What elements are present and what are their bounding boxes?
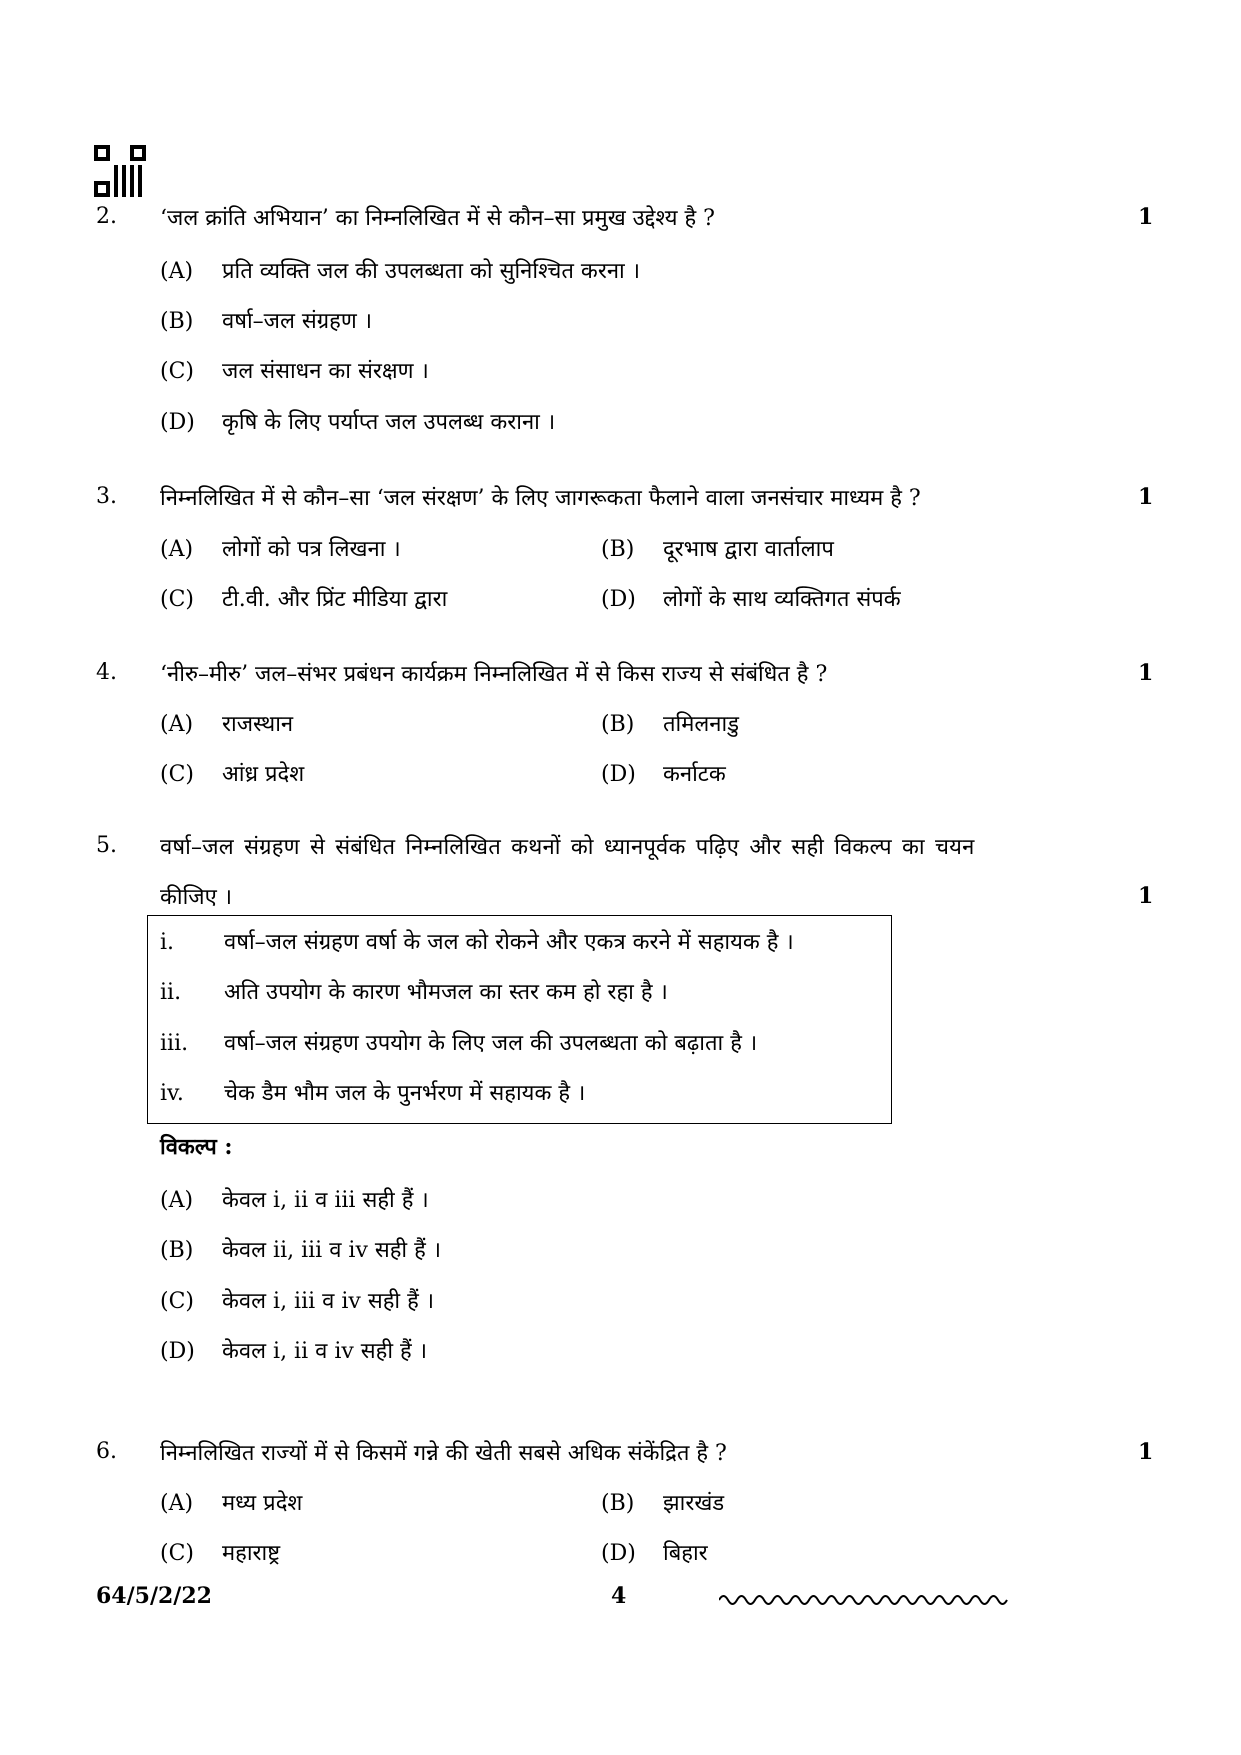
- question-text: निम्नलिखित में से कौन–सा ‘जल संरक्षण’ के लिए जागरूकता फैलाने वाला जनसंचार माध्यम है ?: [160, 486, 921, 511]
- option-b: (B) वर्षा–जल संग्रहण ।: [160, 309, 373, 334]
- question-text-line1: वर्षा–जल संग्रहण से संबंधित निम्नलिखित कथनों को ध्यानपूर्वक पढ़िए और सही विकल्प का चयन: [160, 835, 975, 860]
- option-c: (C) जल संसाधन का संरक्षण ।: [160, 359, 429, 384]
- option-c: (C) केवल i, iii व iv सही हैं ।: [160, 1289, 435, 1314]
- qr-code-icon: [94, 145, 146, 197]
- option-d: (D) कृषि के लिए पर्याप्त जल उपलब्ध कराना ।: [160, 410, 556, 435]
- option-a: (A) लोगों को पत्र लिखना ।: [160, 537, 401, 562]
- option-a: (A) मध्य प्रदेश: [160, 1491, 303, 1516]
- question-marks: 1: [1138, 1439, 1154, 1465]
- option-a: (A) केवल i, ii व iii सही हैं ।: [160, 1188, 429, 1213]
- statement-3: iii. वर्षा–जल संग्रहण उपयोग के लिए जल की उपलब्धता को बढ़ाता है ।: [160, 1031, 758, 1056]
- option-b: (B) तमिलनाडु: [601, 712, 739, 737]
- paper-code: 64/5/2/22: [96, 1583, 212, 1609]
- question-number: 5.: [96, 833, 117, 858]
- option-b: (B) दूरभाष द्वारा वार्तालाप: [601, 537, 834, 562]
- question-marks: 1: [1138, 883, 1154, 909]
- question-marks: 1: [1138, 660, 1154, 686]
- option-d: (D) बिहार: [601, 1541, 708, 1566]
- option-b: (B) झारखंड: [601, 1491, 725, 1516]
- option-c: (C) आंध्र प्रदेश: [160, 762, 305, 787]
- question-marks: 1: [1138, 484, 1154, 510]
- option-c: (C) महाराष्ट्र: [160, 1541, 281, 1566]
- options-heading: विकल्प :: [160, 1134, 233, 1160]
- option-a: (A) प्रति व्यक्ति जल की उपलब्धता को सुनिश्चित करना ।: [160, 259, 641, 284]
- option-a: (A) राजस्थान: [160, 712, 294, 737]
- question-number: 3.: [96, 484, 117, 509]
- question-text: ‘जल क्रांति अभियान’ का निम्नलिखित में से कौन–सा प्रमुख उद्देश्य है ?: [160, 206, 715, 231]
- question-number: 4.: [96, 660, 117, 685]
- option-d: (D) केवल i, ii व iv सही हैं ।: [160, 1339, 428, 1364]
- option-b: (B) केवल ii, iii व iv सही हैं ।: [160, 1238, 442, 1263]
- page-number: 4: [611, 1583, 627, 1609]
- statement-1: i. वर्षा–जल संग्रहण वर्षा के जल को रोकने और एकत्र करने में सहायक है ।: [160, 930, 794, 955]
- option-d: (D) कर्नाटक: [601, 762, 726, 787]
- question-number: 6.: [96, 1439, 117, 1464]
- question-text: निम्नलिखित राज्यों में से किसमें गन्ने की खेती सबसे अधिक संकेंद्रित है ?: [160, 1441, 727, 1466]
- option-c: (C) टी.वी. और प्रिंट मीडिया द्वारा: [160, 587, 448, 612]
- question-marks: 1: [1138, 204, 1154, 230]
- question-text-line2: कीजिए ।: [160, 885, 233, 910]
- wavy-line-decoration: [719, 1592, 1009, 1608]
- option-d: (D) लोगों के साथ व्यक्तिगत संपर्क: [601, 587, 901, 612]
- statement-4: iv. चेक डैम भौम जल के पुनर्भरण में सहायक है ।: [160, 1081, 586, 1106]
- question-text: ‘नीरु–मीरु’ जल–संभर प्रबंधन कार्यक्रम निम्नलिखित में से किस राज्य से संबंधित है ?: [160, 662, 828, 687]
- question-number: 2.: [96, 204, 117, 229]
- statement-2: ii. अति उपयोग के कारण भौमजल का स्तर कम हो रहा है ।: [160, 980, 668, 1005]
